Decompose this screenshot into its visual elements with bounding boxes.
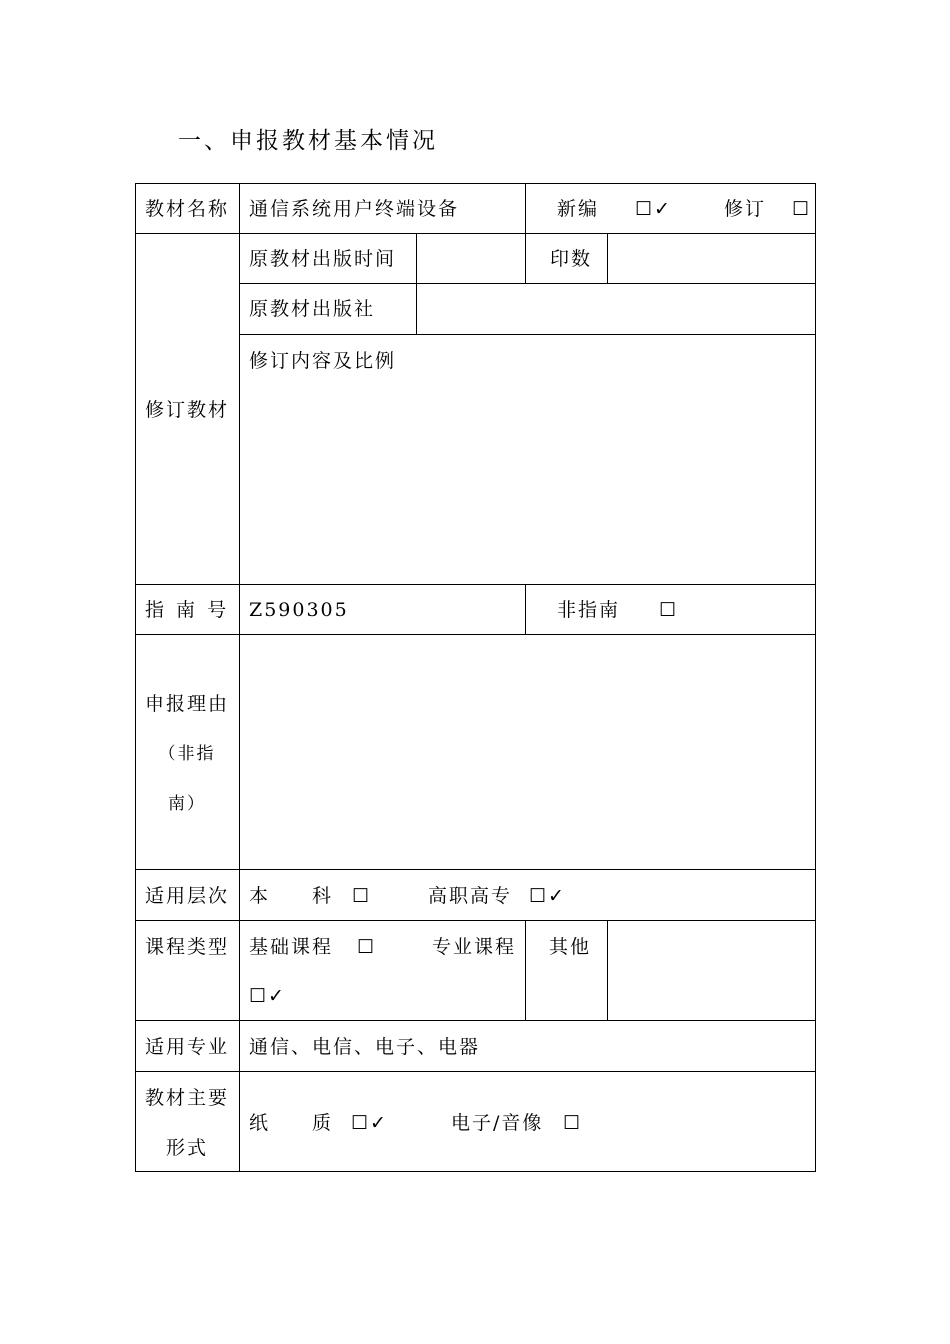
- major-course-checkbox[interactable]: ☐✓: [249, 985, 286, 1007]
- reason-label: 申报理由: [144, 693, 229, 715]
- undergraduate-checkbox[interactable]: ☐: [352, 885, 372, 907]
- paper-label: 纸 质: [249, 1112, 334, 1134]
- undergraduate-label: 本 科: [249, 885, 334, 907]
- basic-course-checkbox[interactable]: ☐: [357, 936, 377, 958]
- textbook-name-value: 通信系统用户终端设备: [249, 198, 460, 220]
- major-value: 通信、电信、电子、电器: [249, 1036, 481, 1058]
- guide-number-label: 指 南 号: [145, 599, 230, 621]
- other-course-label: 其他: [549, 936, 592, 958]
- electronic-checkbox[interactable]: ☐: [563, 1112, 583, 1134]
- revised-edition-checkbox[interactable]: ☐: [792, 198, 812, 220]
- reason-label-note-end: 南）: [168, 794, 206, 814]
- reason-label-note: （非指: [158, 744, 216, 764]
- textbook-name-label: 教材名称: [144, 198, 229, 220]
- form-type-label: 教材主要: [144, 1087, 229, 1109]
- paper-checkbox[interactable]: ☐✓: [351, 1112, 388, 1134]
- application-form-table: [135, 183, 816, 1173]
- level-label: 适用层次: [144, 885, 229, 907]
- new-edition-label: 新编: [557, 198, 600, 220]
- new-edition-checkbox[interactable]: ☐✓: [635, 198, 672, 220]
- orig-pub-time-label: 原教材出版时间: [249, 248, 397, 270]
- guide-number-value: Z590305: [249, 599, 349, 621]
- vocational-checkbox[interactable]: ☐✓: [529, 885, 566, 907]
- revision-content-ratio-label: 修订内容及比例: [249, 350, 397, 372]
- vocational-label: 高职高专: [428, 885, 513, 907]
- revision-textbook-label: 修订教材: [144, 399, 229, 421]
- print-count-label: 印数: [550, 248, 593, 270]
- revised-edition-label: 修订: [724, 198, 767, 220]
- major-label: 适用专业: [144, 1036, 229, 1058]
- section-title: 一、申报教材基本情况: [178, 128, 438, 154]
- course-type-label: 课程类型: [144, 936, 229, 958]
- non-guide-checkbox[interactable]: ☐: [659, 599, 679, 621]
- basic-course-label: 基础课程: [249, 936, 334, 958]
- major-course-label: 专业课程: [432, 936, 517, 958]
- non-guide-label: 非指南: [557, 599, 621, 621]
- form-type-label-line2: 形式: [165, 1137, 208, 1159]
- orig-publisher-label: 原教材出版社: [249, 298, 376, 320]
- electronic-label: 电子/音像: [451, 1112, 544, 1134]
